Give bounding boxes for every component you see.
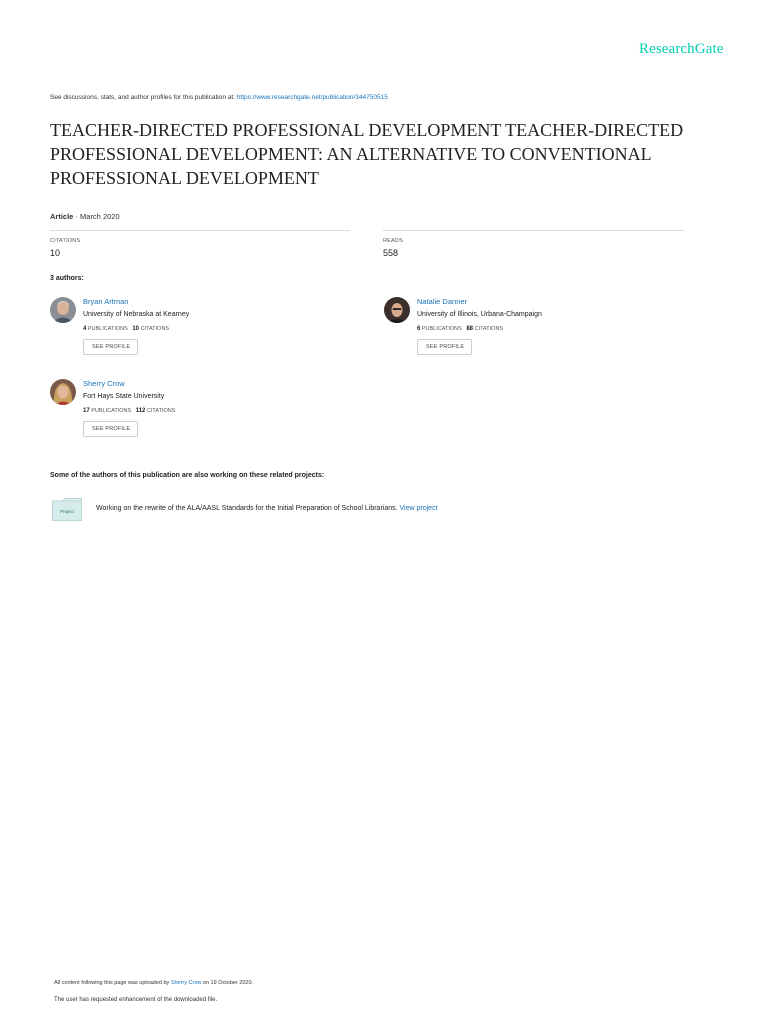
author-info (417, 296, 677, 355)
author-stats (417, 325, 677, 333)
author-name-link[interactable]: Natalie Danner (417, 297, 468, 306)
publications-count: 17 (83, 408, 90, 414)
publications-count: 6 (417, 326, 421, 332)
reads-stat (383, 230, 684, 258)
publication-url-link[interactable]: https://www.researchgate.net/publication/344750515 (236, 94, 388, 101)
author-stats (83, 407, 343, 415)
publications-count: 4 (83, 326, 87, 332)
article-type: Article (50, 212, 74, 221)
intro-text: See discussions, stats, and author profiles for this publication at: (50, 94, 235, 101)
reads-label: READS (383, 238, 403, 244)
author-institution: Fort Hays State University (83, 393, 165, 400)
citations-label: CITATIONS (50, 238, 81, 244)
see-profile-button[interactable]: SEE PROFILE (417, 339, 472, 355)
citations-stat (50, 230, 350, 258)
related-projects-heading: Some of the authors of this publication are also working on these related projects: (50, 472, 325, 479)
author-institution: University of Illinois, Urbana-Champaign (417, 311, 542, 318)
related-project-item (96, 505, 438, 512)
author-name-link[interactable]: Sherry Crow (83, 379, 125, 388)
authors-heading: 3 authors: (50, 275, 84, 282)
reads-value: 558 (383, 248, 399, 258)
author-institution: University of Nebraska at Kearney (83, 311, 190, 318)
author-stats (83, 325, 343, 333)
avatar[interactable] (50, 379, 76, 405)
author-info (83, 296, 343, 355)
publications-label: PUBLICATIONS (87, 326, 128, 332)
project-folder-icon (52, 498, 82, 521)
upload-prefix: All content following this page was uploaded by (54, 980, 170, 986)
citations-count: 112 (135, 408, 146, 414)
citations-value: 10 (50, 248, 61, 258)
citations-label: CITATIONS (140, 326, 170, 332)
uploader-link[interactable]: Sherry Crow (170, 980, 202, 986)
author-name-link[interactable]: Bryan Artman (83, 297, 129, 306)
enhancement-note: The user has requested enhancement of the downloaded file. (54, 997, 218, 1003)
publication-title: TEACHER-DIRECTED PROFESSIONAL DEVELOPMENT TEACHER-DIRECTED PROFESSIONAL DEVELOPMENT: AN ALTERNATIVE TO CONVENTIONAL PROFESSIONAL DEVELOPMENT (50, 120, 684, 188)
publications-label: PUBLICATIONS (91, 408, 132, 414)
researchgate-logo[interactable]: ResearchGate (639, 41, 724, 57)
article-meta (50, 212, 120, 221)
upload-suffix: on 19 October 2020. (202, 980, 254, 986)
citations-count: 10 (132, 326, 140, 332)
intro-line (50, 94, 388, 101)
citations-label: CITATIONS (474, 326, 504, 332)
project-icon-label: Project (59, 509, 74, 514)
avatar[interactable] (50, 297, 76, 323)
citations-label: CITATIONS (146, 408, 176, 414)
see-profile-button[interactable]: SEE PROFILE (83, 421, 138, 437)
upload-note (54, 980, 253, 986)
project-description: Working on the rewrite of the ALA/AASL Standards for the Initial Preparation of School Librarians. (96, 505, 398, 512)
citations-count: 88 (466, 326, 474, 332)
see-profile-button[interactable]: SEE PROFILE (83, 339, 138, 355)
view-project-link[interactable]: View project (399, 505, 438, 512)
author-info (83, 378, 343, 437)
article-date: · March 2020 (75, 212, 120, 221)
avatar[interactable] (384, 297, 410, 323)
publications-label: PUBLICATIONS (421, 326, 462, 332)
